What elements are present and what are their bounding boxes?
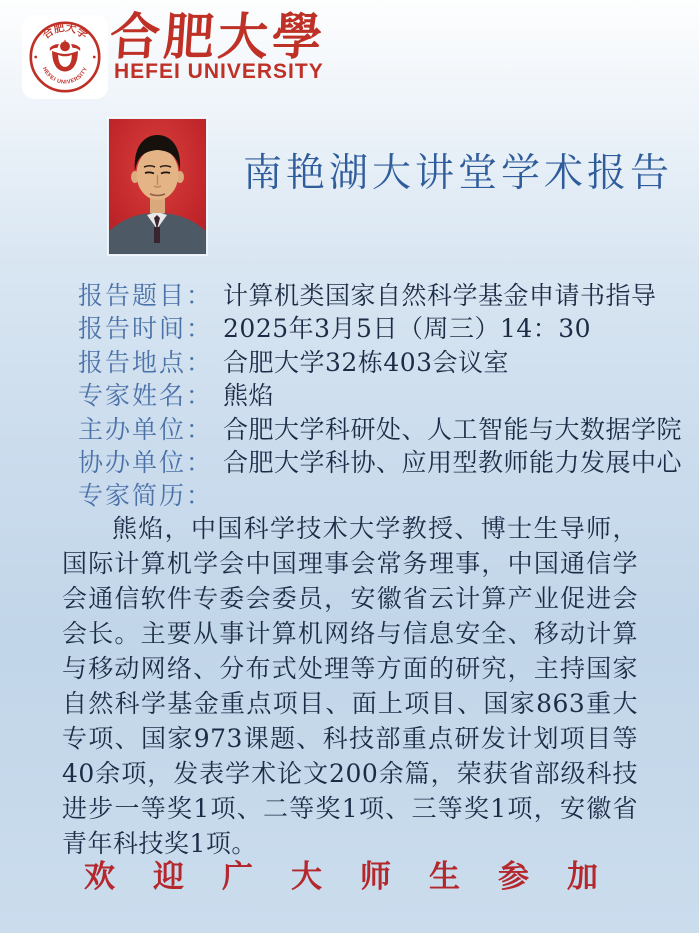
info-row-location [78,346,658,379]
info-row-bio-heading [78,479,658,512]
info-label: 报告题目： [78,281,214,310]
info-row-topic [78,279,658,312]
info-label: 报告时间： [78,314,214,344]
university-name-en: HEFEI UNIVERSITY [114,60,324,83]
speaker-biography: 熊焰，中国科学技术大学教授、博士生导师，国际计算机学会中国理事会常务理事，中国通信学会通信软件专委会委员，安徽省云计算产业促进会会长。主要从事计算机网络与信息安全、移动计算与移动网络、分布式处理等方面的研究，主持国家自然科学基金重点项目、面上项目、国家863重大专项、国家973课题、科技部重点研发计划项目等40余项，发表学术论文200余篇，荣获省部级科技进步一等奖1项、二等奖1项、三等奖1项，安徽省青年科技奖1项。 [62,514,638,858]
university-seal-icon [27,19,103,95]
university-logo [22,15,108,99]
lecture-info [78,279,683,513]
info-label: 协办单位： [78,448,214,478]
seal-top-text: 合肥大学 [39,20,91,42]
info-label: 专家姓名： [78,381,214,411]
info-label: 主办单位： [78,414,214,444]
info-value: 计算机类国家自然科学基金申请书指导 [223,281,657,310]
speaker-portrait-icon [109,119,206,254]
info-value: 熊焰 [223,381,275,411]
info-value: 合肥大学科协、应用型教师能力发展中心 [223,448,683,478]
info-value: 2025年3月5日（周三）14：30 [223,314,592,344]
welcome-line: 欢迎广大师生参加 [84,859,636,895]
seal-center-emblem-icon [50,40,80,72]
info-row-time [78,312,658,345]
speaker-photo [108,118,207,255]
info-row-speaker [78,379,658,412]
info-label: 报告地点： [78,347,214,377]
info-value: 合肥大学32栋403会议室 [223,347,510,377]
info-value: 合肥大学科研处、人工智能与大数据学院 [223,414,683,444]
info-row-cohost [78,446,683,479]
info-label: 专家简历： [78,481,214,511]
page-title: 南艳湖大讲堂学术报告 [243,151,674,196]
university-name-zh: 合肥大學 [107,7,329,66]
seal-bottom-text: HEFEI UNIVERSITY [40,66,90,86]
info-row-host [78,413,683,446]
